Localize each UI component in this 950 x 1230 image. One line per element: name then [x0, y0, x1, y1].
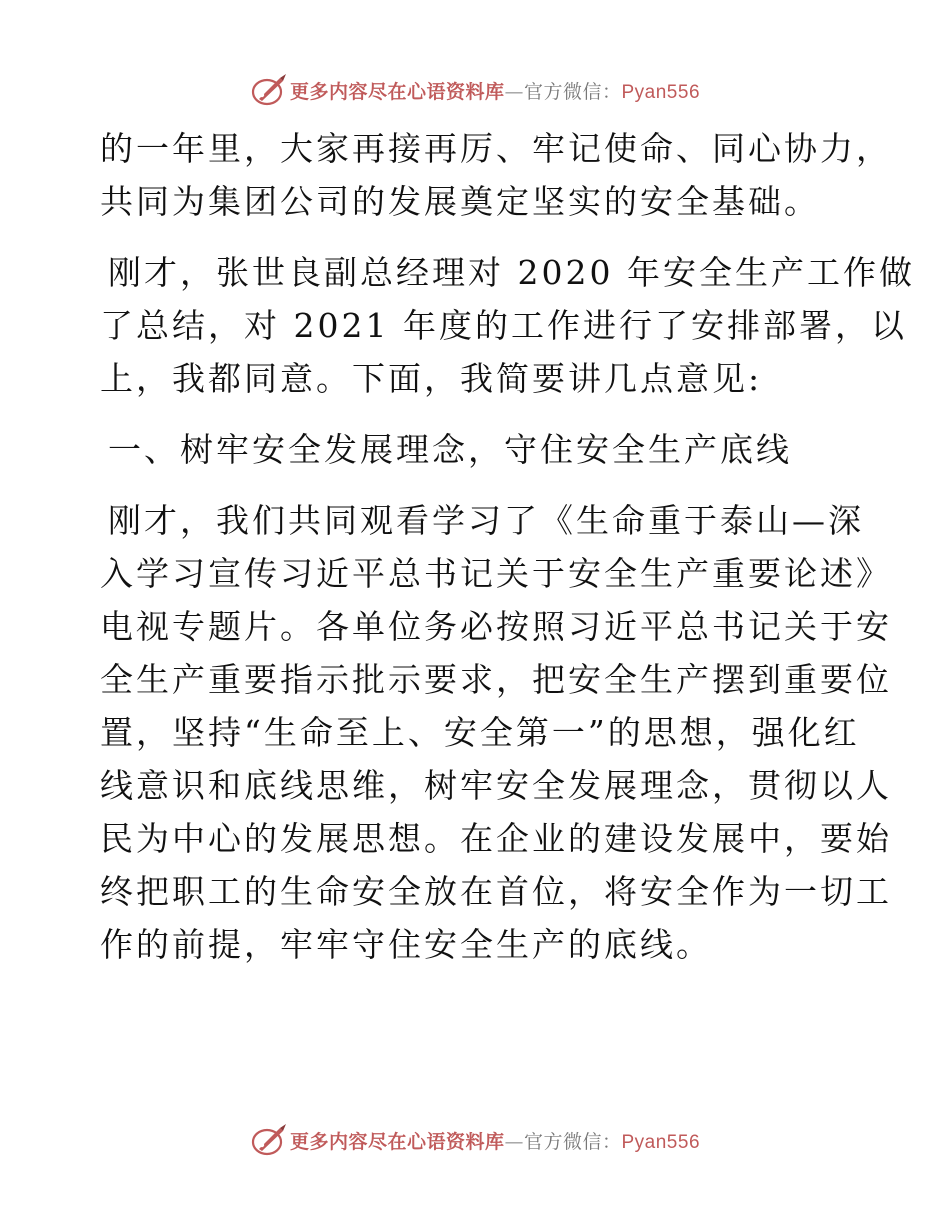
paragraph	[100, 122, 892, 228]
heading-line: 一、树牢安全发展理念，守住安全生产底线	[108, 430, 792, 469]
watermark-text	[290, 77, 700, 104]
text-line: 终把职工的生命安全放在首位，将安全作为一切工	[100, 872, 892, 911]
watermark-text	[290, 1127, 700, 1154]
text-line: 民为中心的发展思想。在企业的建设发展中，要始	[100, 819, 892, 858]
watermark-dash: —	[504, 80, 524, 103]
text-line: 刚才，张世良副总经理对 2020 年安全生产工作做	[108, 253, 915, 292]
text-line: 线意识和底线思维，树牢安全发展理念，贯彻以人	[100, 766, 892, 805]
watermark-dash: —	[504, 1130, 524, 1153]
text-line: 刚才，我们共同观看学习了《生命重于泰山—深	[108, 501, 864, 540]
watermark-wechat-id: Pyan556	[621, 1131, 701, 1153]
document-body	[100, 122, 915, 971]
text-line: 作的前提，牢牢守住安全生产的底线。	[100, 925, 712, 964]
text-line: 了总结，对 2021 年度的工作进行了安排部署，以	[100, 306, 907, 345]
text-line: 置，坚持“生命至上、安全第一”的思想，强化红	[100, 713, 860, 752]
section-heading	[100, 423, 860, 476]
text-line: 电视专题片。各单位务必按照习近平总书记关于安	[100, 607, 892, 646]
watermark-prefix: 更多内容尽在心语资料库	[289, 1130, 505, 1153]
text-line: 入学习宣传习近平总书记关于安全生产重要论述》	[100, 554, 892, 593]
watermark-prefix: 更多内容尽在心语资料库	[289, 80, 505, 103]
text-line: 上，我都同意。下面，我简要讲几点意见:	[100, 359, 763, 398]
quill-logo-icon	[250, 73, 288, 107]
watermark-wechat-id: Pyan556	[621, 81, 701, 103]
text-line: 的一年里，大家再接再厉、牢记使命、同心协力，	[100, 129, 892, 168]
header-watermark	[0, 70, 950, 110]
footer-watermark	[0, 1120, 950, 1160]
text-line: 全生产重要指示批示要求，把安全生产摆到重要位	[100, 660, 892, 699]
watermark-label: 官方微信：	[523, 1130, 622, 1153]
watermark-label: 官方微信：	[523, 80, 622, 103]
quill-logo-icon	[250, 1123, 288, 1157]
text-line: 共同为集团公司的发展奠定坚实的安全基础。	[100, 182, 820, 221]
paragraph	[100, 494, 892, 971]
paragraph	[100, 246, 915, 405]
